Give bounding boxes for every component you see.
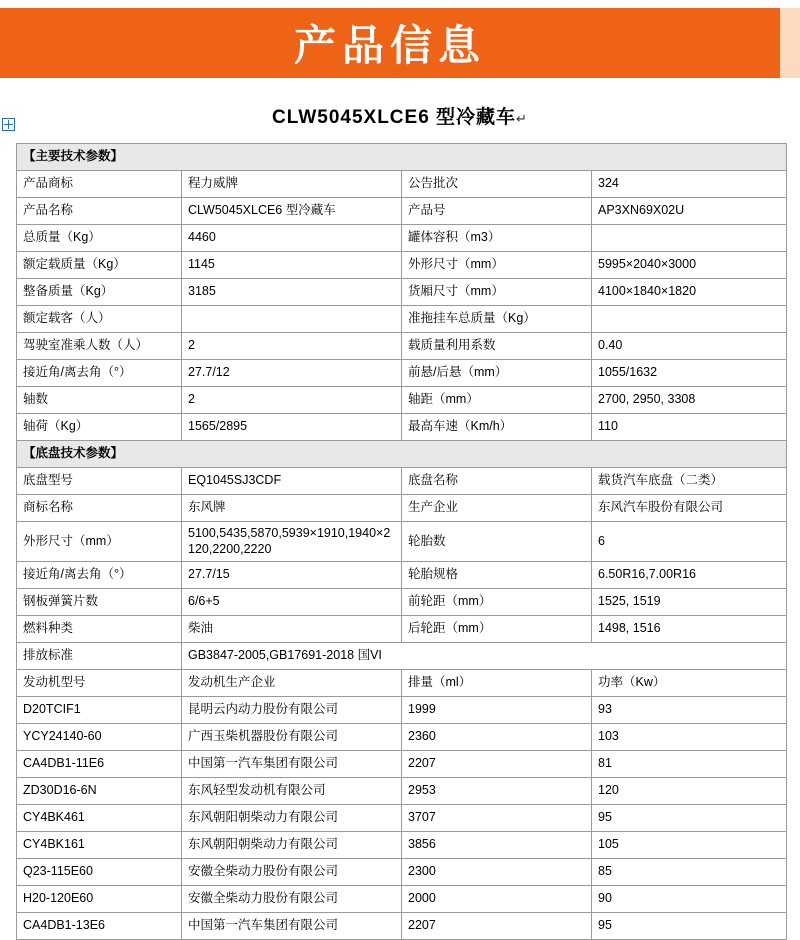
engine-power: 93 (592, 697, 787, 724)
header-engine-manufacturer: 发动机生产企业 (182, 670, 402, 697)
engine-model: YCY24140-60 (17, 724, 182, 751)
table-row (17, 414, 787, 441)
value-axle-load: 1565/2895 (182, 414, 402, 441)
engine-model: Q23-115E60 (17, 859, 182, 886)
value-brand: 程力威牌 (182, 171, 402, 198)
label-trailer-gross-mass: 准拖挂车总质量（Kg） (402, 306, 592, 333)
engine-displacement: 2207 (402, 913, 592, 940)
banner-background (0, 8, 780, 78)
value-approach-departure-angle: 27.7/12 (182, 360, 402, 387)
table-row (17, 589, 787, 616)
value-tire-count: 6 (592, 522, 787, 562)
engine-displacement: 2300 (402, 859, 592, 886)
label-cab-seats: 驾驶室准乘人数（人） (17, 333, 182, 360)
label-wheelbase: 轴距（mm） (402, 387, 592, 414)
table-row (17, 778, 787, 805)
value-tank-volume (592, 225, 787, 252)
value-emission-standard: GB3847-2005,GB17691-2018 国VI (182, 643, 787, 670)
label-front-rear-overhang: 前悬/后悬（mm） (402, 360, 592, 387)
label-tire-spec: 轮胎规格 (402, 562, 592, 589)
value-wheelbase: 2700, 2950, 3308 (592, 387, 787, 414)
product-info-banner (0, 0, 800, 86)
table-row (17, 387, 787, 414)
engine-manufacturer: 昆明云内动力股份有限公司 (182, 697, 402, 724)
label-load-utilization: 载质量利用系数 (402, 333, 592, 360)
value-front-track: 1525, 1519 (592, 589, 787, 616)
engine-manufacturer: 中国第一汽车集团有限公司 (182, 913, 402, 940)
header-engine-model: 发动机型号 (17, 670, 182, 697)
table-row (17, 697, 787, 724)
page-anchor-icon (2, 118, 15, 131)
value-axle-count: 2 (182, 387, 402, 414)
table-row (17, 724, 787, 751)
value-trailer-gross-mass (592, 306, 787, 333)
section-header-row (17, 441, 787, 468)
label-tire-count: 轮胎数 (402, 522, 592, 562)
table-row (17, 333, 787, 360)
value-product-number: AP3XN69X02U (592, 198, 787, 225)
label-axle-count: 轴数 (17, 387, 182, 414)
label-rear-track: 后轮距（mm） (402, 616, 592, 643)
value-chassis-name: 载货汽车底盘（二类） (592, 468, 787, 495)
value-max-speed: 110 (592, 414, 787, 441)
table-row (17, 225, 787, 252)
label-curb-mass: 整备质量（Kg） (17, 279, 182, 306)
engine-power: 95 (592, 805, 787, 832)
engine-model: CY4BK461 (17, 805, 182, 832)
label-gross-mass: 总质量（Kg） (17, 225, 182, 252)
engine-power: 120 (592, 778, 787, 805)
engine-power: 81 (592, 751, 787, 778)
table-row (17, 832, 787, 859)
table-row (17, 279, 787, 306)
label-overall-dimensions: 外形尺寸（mm） (402, 252, 592, 279)
label-tank-volume: 罐体容积（m3） (402, 225, 592, 252)
label-chassis-name: 底盘名称 (402, 468, 592, 495)
engine-displacement: 2360 (402, 724, 592, 751)
engine-power: 90 (592, 886, 787, 913)
section-chassis-params: 【底盘技术参数】 (17, 441, 787, 468)
value-gross-mass: 4460 (182, 225, 402, 252)
section-header-row (17, 144, 787, 171)
table-row (17, 886, 787, 913)
value-curb-mass: 3185 (182, 279, 402, 306)
banner-title: 产品信息 (293, 21, 486, 70)
section-main-params: 【主要技术参数】 (17, 144, 787, 171)
engine-model: CA4DB1-11E6 (17, 751, 182, 778)
table-row (17, 562, 787, 589)
value-chassis-approach-angle: 27.7/15 (182, 562, 402, 589)
table-row (17, 360, 787, 387)
value-chassis-brand: 东风牌 (182, 495, 402, 522)
engine-power: 103 (592, 724, 787, 751)
engine-model: ZD30D16-6N (17, 778, 182, 805)
table-row (17, 198, 787, 225)
engine-displacement: 2207 (402, 751, 592, 778)
label-cargo-box-dimensions: 货厢尺寸（mm） (402, 279, 592, 306)
engine-displacement: 3856 (402, 832, 592, 859)
engine-manufacturer: 东风朝阳朝柴动力有限公司 (182, 832, 402, 859)
engine-model: D20TCIF1 (17, 697, 182, 724)
label-leaf-spring-count: 钢板弹簧片数 (17, 589, 182, 616)
page-title-text: CLW5045XLCE6 型冷藏车 (272, 107, 517, 128)
value-rated-passengers (182, 306, 402, 333)
label-chassis-model: 底盘型号 (17, 468, 182, 495)
table-row (17, 643, 787, 670)
engine-manufacturer: 中国第一汽车集团有限公司 (182, 751, 402, 778)
engine-power: 85 (592, 859, 787, 886)
label-chassis-dimensions: 外形尺寸（mm） (17, 522, 182, 562)
label-product-number: 产品号 (402, 198, 592, 225)
spec-table-body (17, 144, 787, 940)
page-title-mark: ↵ (516, 111, 528, 126)
engine-table-header-row (17, 670, 787, 697)
value-cab-seats: 2 (182, 333, 402, 360)
engine-manufacturer: 广西玉柴机器股份有限公司 (182, 724, 402, 751)
value-tire-spec: 6.50R16,7.00R16 (592, 562, 787, 589)
engine-power: 105 (592, 832, 787, 859)
table-row (17, 805, 787, 832)
label-rated-passengers: 额定载客（人） (17, 306, 182, 333)
label-max-speed: 最高车速（Km/h） (402, 414, 592, 441)
engine-displacement: 2000 (402, 886, 592, 913)
table-row (17, 913, 787, 940)
value-load-utilization: 0.40 (592, 333, 787, 360)
value-chassis-dimensions: 5100,5435,5870,5939×1910,1940×2120,2200,2220 (182, 522, 402, 562)
engine-displacement: 1999 (402, 697, 592, 724)
table-row (17, 468, 787, 495)
specification-table (16, 143, 787, 940)
label-rated-load: 额定载质量（Kg） (17, 252, 182, 279)
label-fuel-type: 燃料种类 (17, 616, 182, 643)
table-row (17, 495, 787, 522)
value-chassis-model: EQ1045SJ3CDF (182, 468, 402, 495)
banner-tail-decoration (780, 8, 800, 78)
table-row (17, 751, 787, 778)
label-front-track: 前轮距（mm） (402, 589, 592, 616)
engine-manufacturer: 东风朝阳朝柴动力有限公司 (182, 805, 402, 832)
table-row (17, 171, 787, 198)
label-axle-load: 轴荷（Kg） (17, 414, 182, 441)
value-fuel-type: 柴油 (182, 616, 402, 643)
table-row (17, 859, 787, 886)
engine-model: CY4BK161 (17, 832, 182, 859)
engine-model: H20-120E60 (17, 886, 182, 913)
value-cargo-box-dimensions: 4100×1840×1820 (592, 279, 787, 306)
engine-manufacturer: 东风轻型发动机有限公司 (182, 778, 402, 805)
value-rated-load: 1145 (182, 252, 402, 279)
label-approach-departure-angle: 接近角/离去角（°） (17, 360, 182, 387)
table-row (17, 252, 787, 279)
label-announcement-batch: 公告批次 (402, 171, 592, 198)
label-chassis-brand: 商标名称 (17, 495, 182, 522)
engine-power: 95 (592, 913, 787, 940)
table-row (17, 522, 787, 562)
engine-displacement: 2953 (402, 778, 592, 805)
header-displacement: 排量（ml） (402, 670, 592, 697)
table-row (17, 306, 787, 333)
label-product-name: 产品名称 (17, 198, 182, 225)
value-manufacturer: 东风汽车股份有限公司 (592, 495, 787, 522)
engine-displacement: 3707 (402, 805, 592, 832)
label-emission-standard: 排放标准 (17, 643, 182, 670)
value-overall-dimensions: 5995×2040×3000 (592, 252, 787, 279)
engine-manufacturer: 安徽全柴动力股份有限公司 (182, 886, 402, 913)
value-rear-track: 1498, 1516 (592, 616, 787, 643)
label-chassis-approach-angle: 接近角/离去角（°） (17, 562, 182, 589)
value-front-rear-overhang: 1055/1632 (592, 360, 787, 387)
table-row (17, 616, 787, 643)
label-manufacturer: 生产企业 (402, 495, 592, 522)
value-leaf-spring-count: 6/6+5 (182, 589, 402, 616)
engine-manufacturer: 安徽全柴动力股份有限公司 (182, 859, 402, 886)
engine-model: CA4DB1-13E6 (17, 913, 182, 940)
page-title (0, 102, 800, 129)
label-brand: 产品商标 (17, 171, 182, 198)
header-power: 功率（Kw） (592, 670, 787, 697)
value-product-name: CLW5045XLCE6 型冷藏车 (182, 198, 402, 225)
value-announcement-batch: 324 (592, 171, 787, 198)
